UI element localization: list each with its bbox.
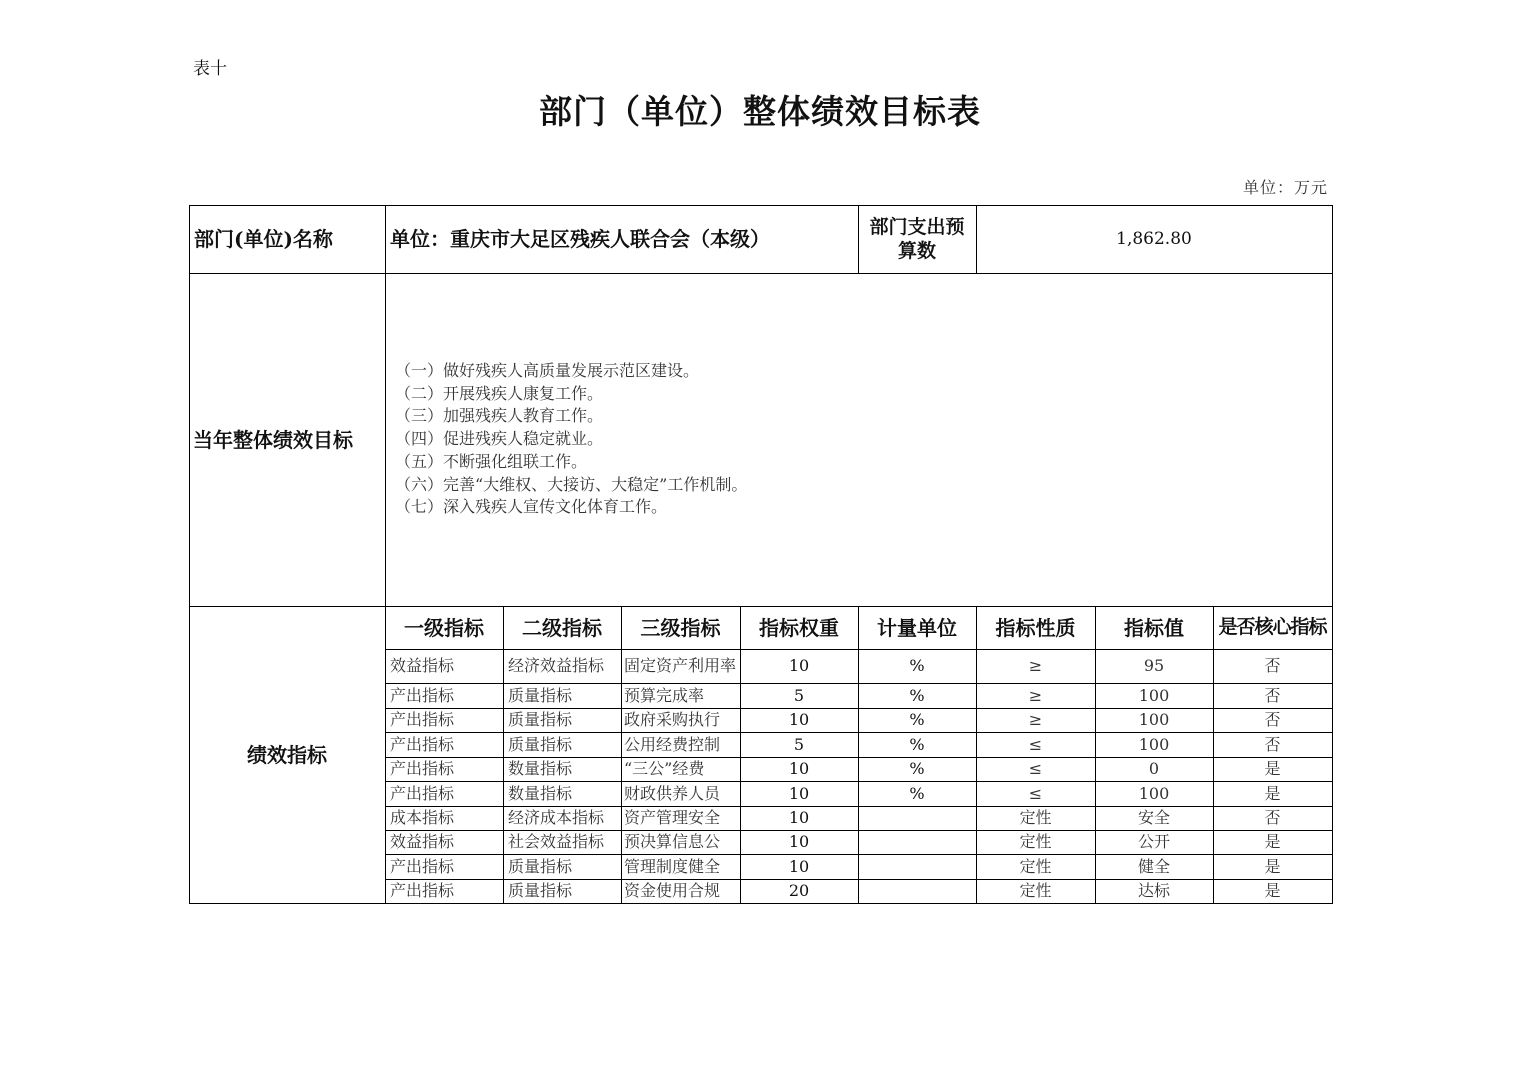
indicator-cell (858, 879, 976, 903)
indicator-cell: ≥ (1028, 656, 1043, 676)
indicator-cell: 公用经费控制 (624, 734, 721, 754)
indicator-cell: 达标 (1137, 881, 1170, 901)
grid-line (976, 606, 977, 904)
indicator-cell: 健全 (1137, 856, 1170, 876)
indicator-cell: ≤ (1028, 759, 1043, 779)
grid-line (976, 205, 977, 274)
indicator-cell: 质量指标 (508, 685, 573, 705)
indicator-cell: 10 (788, 656, 810, 676)
grid-line (385, 879, 1333, 880)
indicator-cell: 定性 (1019, 856, 1052, 876)
indicator-cell: 否 (1264, 656, 1281, 676)
indicator-cell: 定性 (1019, 881, 1052, 901)
indicator-cell: 100 (1138, 710, 1170, 730)
indicator-cell: 是 (1264, 832, 1281, 852)
indicator-cell: 95 (1143, 656, 1165, 676)
indicator-cell: 是 (1264, 856, 1281, 876)
document-title: 部门（单位）整体绩效目标表 (539, 92, 981, 131)
indicator-cell: 效益指标 (390, 656, 455, 676)
indicator-cell: 100 (1138, 783, 1170, 803)
goals-label: 当年整体绩效目标 (193, 427, 353, 452)
indicator-cell: 质量指标 (508, 734, 573, 754)
grid-line (189, 273, 1333, 274)
indicator-cell: % (909, 783, 925, 803)
goal-line: （六）完善“大维权、大接访、大稳定”工作机制。 (395, 474, 748, 494)
grid-line (503, 606, 504, 904)
grid-line (385, 732, 1333, 733)
goal-line: （一）做好残疾人高质量发展示范区建设。 (395, 361, 700, 380)
indicator-header: 指标性质 (995, 615, 1076, 640)
indicator-cell: 公开 (1137, 832, 1170, 852)
grid-line (1332, 205, 1333, 904)
indicator-cell: 数量指标 (508, 783, 573, 803)
indicator-cell: 管理制度健全 (624, 856, 721, 876)
indicator-cell: 社会效益指标 (508, 832, 605, 852)
indicator-cell: 产出指标 (390, 783, 455, 803)
indicator-header: 指标权重 (759, 615, 839, 640)
indicators-label: 绩效指标 (247, 742, 327, 767)
grid-line (385, 708, 1333, 709)
indicator-cell: 否 (1264, 734, 1281, 754)
indicator-cell: 资产管理安全 (624, 808, 721, 828)
indicator-cell: 定性 (1019, 832, 1052, 852)
indicator-cell: ≥ (1028, 710, 1043, 730)
indicator-cell: ≤ (1028, 734, 1043, 754)
indicator-header: 三级指标 (640, 615, 721, 640)
indicator-cell: 经济效益指标 (508, 656, 605, 676)
indicator-cell: % (909, 656, 925, 676)
dept-name-value: 单位：重庆市大足区残疾人联合会（本级） (390, 227, 770, 251)
indicator-cell: 产出指标 (390, 710, 455, 730)
indicator-header: 是否核心指标 (1218, 616, 1327, 639)
indicator-header: 二级指标 (522, 615, 602, 640)
indicator-cell: 资金使用合规 (624, 881, 721, 901)
indicator-cell: 政府采购执行 (624, 710, 721, 730)
grid-line (385, 649, 1333, 650)
indicator-cell: 是 (1264, 783, 1281, 803)
indicator-cell: 定性 (1019, 808, 1052, 828)
grid-line (385, 683, 1333, 684)
indicator-cell (858, 830, 976, 854)
indicator-cell: % (909, 759, 925, 779)
indicator-cell: 经济成本指标 (508, 808, 605, 828)
indicator-cell: 产出指标 (390, 881, 455, 901)
indicator-header: 计量单位 (877, 615, 957, 640)
indicator-cell: 质量指标 (508, 881, 573, 901)
indicator-cell: 10 (788, 808, 810, 828)
grid-line (621, 606, 622, 904)
unit-label: 单位：万元 (1242, 178, 1328, 197)
indicator-cell: 安全 (1137, 808, 1170, 828)
indicator-cell: 否 (1264, 808, 1281, 828)
indicator-cell: 预决算信息公 (624, 832, 721, 852)
indicator-cell: 100 (1138, 685, 1170, 705)
goal-line: （五）不断强化组联工作。 (395, 451, 588, 471)
grid-line (385, 781, 1333, 782)
indicator-cell: 效益指标 (390, 832, 455, 852)
indicator-cell: 100 (1138, 734, 1170, 754)
grid-line (189, 606, 1333, 607)
indicator-cell: 5 (793, 734, 805, 754)
indicator-cell: 否 (1264, 685, 1281, 705)
indicator-cell: 产出指标 (390, 856, 455, 876)
indicator-cell: 成本指标 (390, 808, 455, 828)
goals-list (395, 360, 747, 519)
indicator-cell: 10 (788, 759, 810, 779)
indicator-cell (858, 854, 976, 879)
indicator-cell: 10 (788, 856, 810, 876)
indicator-cell: 财政供养人员 (624, 783, 721, 803)
grid-line (385, 806, 1333, 807)
indicator-cell: % (909, 710, 925, 730)
grid-line (858, 606, 859, 904)
grid-line (385, 854, 1333, 855)
goal-line: （七）深入残疾人宣传文化体育工作。 (395, 497, 668, 517)
grid-line (740, 606, 741, 904)
indicator-header: 一级指标 (404, 615, 484, 640)
indicator-cell: % (909, 734, 925, 754)
grid-line (189, 205, 190, 904)
dept-name-label: 部门(单位)名称 (194, 227, 333, 251)
indicator-cell: 质量指标 (508, 710, 573, 730)
goal-line: （四）促进残疾人稳定就业。 (395, 429, 604, 449)
indicator-cell: 质量指标 (508, 856, 573, 876)
grid-line (385, 830, 1333, 831)
indicator-cell: 10 (788, 832, 810, 852)
indicator-cell: 5 (793, 685, 805, 705)
indicator-cell: % (909, 685, 925, 705)
table-number: 表十 (193, 59, 227, 79)
indicator-cell: “三公”经费 (624, 759, 705, 779)
indicator-cell: 10 (788, 783, 810, 803)
grid-line (189, 903, 1333, 904)
indicator-cell: 是 (1264, 759, 1281, 779)
indicator-cell: ≤ (1028, 783, 1043, 803)
grid-line (385, 205, 386, 904)
indicator-cell: 0 (1148, 759, 1160, 779)
grid-line (385, 757, 1333, 758)
indicator-cell: 10 (788, 710, 810, 730)
indicator-cell: 20 (788, 881, 810, 901)
grid-line (1095, 606, 1096, 904)
indicator-cell: 预算完成率 (624, 685, 705, 705)
indicator-header: 指标值 (1124, 615, 1184, 640)
goal-line: （二）开展残疾人康复工作。 (395, 383, 604, 403)
indicator-cell: 产出指标 (390, 685, 455, 705)
indicator-cell: 否 (1264, 710, 1281, 730)
budget-label: 部门支出预算数 (869, 216, 965, 262)
grid-line (189, 205, 1333, 206)
indicator-cell: 产出指标 (390, 734, 455, 754)
indicator-cell: 固定资产利用率 (624, 656, 737, 676)
indicator-cell: 产出指标 (390, 759, 455, 779)
budget-value: 1,862.80 (1116, 228, 1192, 249)
indicator-cell (858, 806, 976, 830)
indicator-cell: 是 (1264, 881, 1281, 901)
grid-line (858, 205, 859, 274)
goal-line: （三）加强残疾人教育工作。 (395, 406, 604, 426)
grid-line (1213, 606, 1214, 904)
indicator-cell: 数量指标 (508, 759, 573, 779)
indicator-cell: ≥ (1028, 685, 1043, 705)
